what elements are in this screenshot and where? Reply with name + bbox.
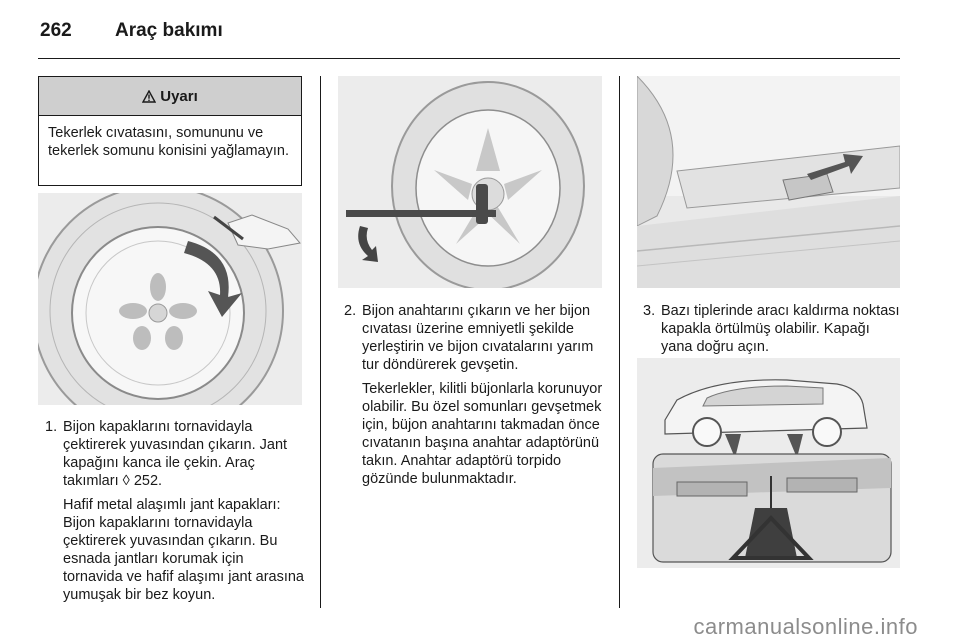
jack-point-cover-illustration (637, 76, 900, 288)
page-number: 262 (40, 20, 72, 41)
page-title: Araç bakımı (115, 20, 223, 41)
step-1-note: Hafif metal alaşımlı jant kapakları: Bijon kapaklarını tornavidayla çektirerek yuvasından çıkarın. Bu esnada jantları korumak için tornavida ve hafif alaşımı jant arasına yumuşak bir bez koyun. (63, 497, 304, 603)
step-2-note: Tekerlekler, kilitli büjonlarla korunuyor olabilir. Bu özel somunları gevşetmek için, büjon anahtarını takmadan önce cıvatanın başına anahtar adaptörünü takın. Anahtar adaptörü torpido gözünde bulunmaktadır. (362, 381, 603, 487)
car-jack-illustration (637, 358, 900, 568)
watermark: carmanualsonline.info (693, 614, 918, 639)
header-divider (38, 58, 900, 59)
step-1-number: 1. (45, 419, 58, 435)
page-header (40, 20, 223, 42)
warning-header (39, 77, 301, 116)
column-divider-2 (619, 76, 620, 608)
wheel-cover-illustration (38, 193, 302, 405)
step-2-block (344, 302, 606, 488)
warning-text: Tekerlek cıvatasını, somununu ve tekerlek somunu konisini yağlamayın. (48, 125, 289, 159)
warning-title: Uyarı (160, 87, 198, 105)
warning-box (38, 76, 302, 186)
warning-triangle-icon (142, 90, 156, 103)
step-2-number: 2. (344, 303, 357, 319)
wheel-wrench-illustration (338, 76, 602, 288)
column-divider-1 (320, 76, 321, 608)
step-1-text: Bijon kapaklarını tornavidayla çektirerek yuvasından çıkarın. Jant kapağını kanca ile çekin. Araç takımları ◊ 252. (63, 419, 288, 489)
step-3-text: Bazı tiplerinde aracı kaldırma noktası kapakla örtülmüş olabilir. Kapağı yana doğru açın. (661, 303, 900, 355)
step-1-block (45, 418, 307, 604)
step-3-block (643, 302, 905, 356)
step-2-text: Bijon anahtarını çıkarın ve her bijon cıvatası üzerine emniyetli şekilde yerleştirin ve bijon cıvatalarını yarım tur döndürerek gevşetin. (362, 303, 594, 373)
step-3-number: 3. (643, 303, 656, 319)
